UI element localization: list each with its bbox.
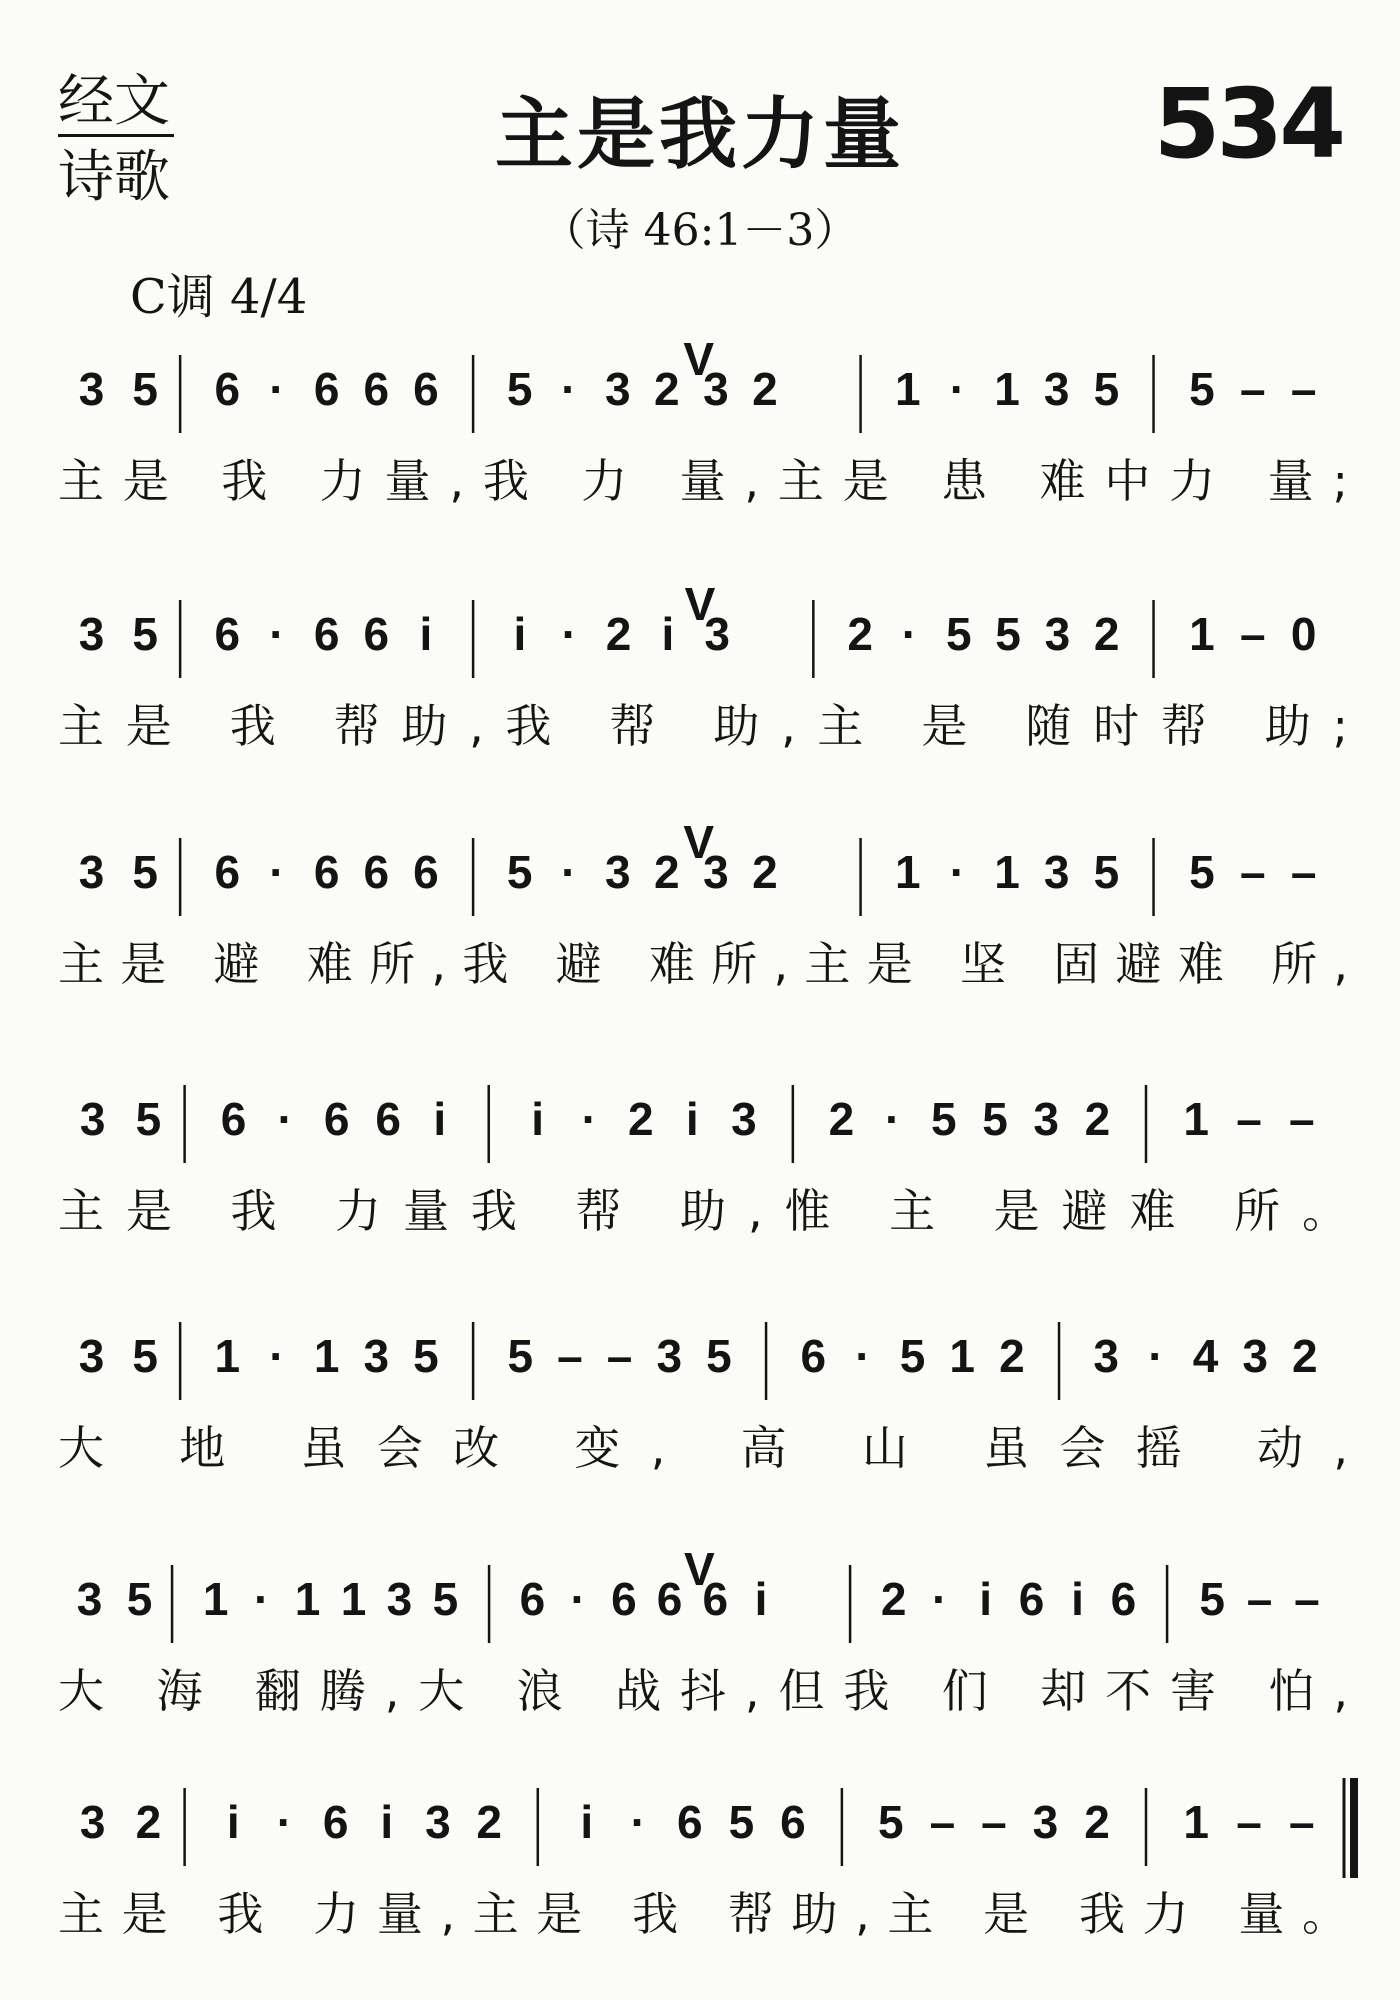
jianpu-note: 5	[132, 608, 159, 660]
breath-mark: V	[683, 816, 715, 868]
dot-mark: ·	[277, 1093, 293, 1145]
jianpu-note: 2	[654, 846, 680, 898]
jianpu-note: 2	[627, 1093, 654, 1145]
hymn-title: 主是我力量	[494, 90, 905, 180]
extension-dash: –	[1246, 1573, 1273, 1625]
jianpu-note: 5	[506, 363, 533, 415]
extension-dash: –	[929, 1796, 956, 1848]
jianpu-note: 6	[413, 363, 439, 415]
hymn-number: 534	[1153, 68, 1342, 180]
category-label-top: 经文	[58, 69, 170, 134]
jianpu-note: 2	[828, 1093, 855, 1145]
jianpu-note: i	[1071, 1573, 1084, 1625]
jianpu-note: 6	[611, 1573, 637, 1625]
jianpu-note: i	[531, 1093, 545, 1145]
jianpu-note: 3	[78, 608, 105, 660]
jianpu-note: 1	[1183, 1093, 1209, 1145]
jianpu-note: 5	[506, 846, 533, 898]
dot-mark: ·	[276, 1796, 293, 1848]
jianpu-note: 3	[1033, 1093, 1059, 1145]
jianpu-note: 1	[294, 1573, 321, 1625]
breath-mark: V	[683, 333, 715, 385]
jianpu-note: 5	[931, 1093, 957, 1145]
jianpu-note: 2	[1084, 1093, 1111, 1145]
extension-dash: –	[1236, 1796, 1262, 1848]
dot-mark: ·	[253, 1573, 270, 1625]
jianpu-note: 3	[1044, 608, 1071, 660]
jianpu-note: 6	[214, 846, 241, 898]
jianpu-note: i	[380, 1796, 394, 1848]
lyric-line: 大 海 翻腾,大 浪 战抖,但我 们 却不害 怕,	[58, 1664, 1348, 1718]
dot-mark: ·	[949, 846, 966, 898]
jianpu-note: 1	[1189, 608, 1215, 660]
jianpu-note: 6	[214, 363, 241, 415]
jianpu-note: 5	[1199, 1573, 1225, 1625]
jianpu-note: 5	[126, 1573, 153, 1625]
jianpu-note: 6	[656, 1573, 683, 1625]
jianpu-note: 5	[132, 846, 159, 898]
dot-mark: ·	[269, 1330, 285, 1382]
dot-mark: ·	[269, 608, 285, 660]
jianpu-note: 5	[878, 1796, 904, 1848]
extension-dash: –	[1289, 1093, 1315, 1145]
jianpu-note: 2	[135, 1796, 162, 1848]
jianpu-note: 1	[894, 846, 921, 898]
jianpu-note: 5	[432, 1573, 459, 1625]
jianpu-note: 6	[1110, 1573, 1137, 1625]
jianpu-note: 3	[1242, 1330, 1268, 1382]
jianpu-note: 3	[363, 1330, 390, 1382]
jianpu-note: i	[513, 608, 527, 660]
jianpu-note: 3	[703, 363, 729, 415]
jianpu-note: 6	[677, 1796, 703, 1848]
jianpu-note: 5	[413, 1330, 439, 1382]
jianpu-note: i	[979, 1573, 993, 1625]
jianpu-note: 5	[1093, 363, 1120, 415]
dot-mark: ·	[630, 1796, 646, 1848]
dot-mark: ·	[570, 1573, 586, 1625]
breath-mark: V	[684, 578, 716, 630]
extension-dash: –	[1290, 363, 1317, 415]
extension-dash: –	[606, 1330, 633, 1382]
extension-dash: –	[1294, 1573, 1320, 1625]
dot-mark: ·	[561, 846, 577, 898]
jianpu-note: 3	[1093, 1330, 1120, 1382]
category-label-bottom: 诗歌	[58, 145, 170, 210]
extension-dash: –	[1239, 846, 1266, 898]
jianpu-note: i	[754, 1573, 768, 1625]
jianpu-note: 6	[322, 1796, 349, 1848]
jianpu-note: 6	[800, 1330, 827, 1382]
jianpu-note: i	[226, 1796, 240, 1848]
lyric-line: 大 地 虽会改 变, 高 山 虽会摇 动,	[58, 1421, 1348, 1475]
jianpu-note: 6	[702, 1573, 729, 1625]
jianpu-note: 6	[519, 1573, 546, 1625]
jianpu-note: 3	[386, 1573, 413, 1625]
jianpu-note: 1	[340, 1573, 367, 1625]
jianpu-note: 6	[313, 846, 340, 898]
jianpu-note: 2	[752, 846, 778, 898]
jianpu-note: 3	[604, 846, 631, 898]
jianpu-note: 3	[731, 1093, 757, 1145]
lyric-line: 主是 我 力量,我 力 量,主是 患 难中力 量;	[58, 454, 1348, 508]
jianpu-note: 6	[214, 608, 241, 660]
jianpu-note: 5	[995, 608, 1021, 660]
scripture-reference: （诗 46:1－3）	[541, 205, 859, 256]
jianpu-note: 6	[323, 1093, 350, 1145]
jianpu-note: 2	[1084, 1796, 1110, 1848]
jianpu-note: 3	[703, 846, 729, 898]
jianpu-note: 3	[656, 1330, 683, 1382]
jianpu-note: 6	[313, 363, 340, 415]
jianpu-note: 5	[1093, 846, 1120, 898]
jianpu-note: i	[433, 1093, 447, 1145]
dot-mark: ·	[1148, 1330, 1164, 1382]
jianpu-note: i	[661, 608, 675, 660]
jianpu-note: 1	[202, 1573, 229, 1625]
extension-dash: –	[1239, 363, 1266, 415]
jianpu-note: 6	[1018, 1573, 1045, 1625]
jianpu-note: 5	[132, 363, 159, 415]
lyric-line: 主是 避 难所,我 避 难所,主是 坚 固避难 所,	[58, 937, 1348, 991]
jianpu-note: 5	[706, 1330, 732, 1382]
jianpu-note: 3	[1032, 1796, 1059, 1848]
jianpu-note: 0	[1290, 608, 1317, 660]
jianpu-note: 1	[1183, 1796, 1209, 1848]
jianpu-note: 3	[425, 1796, 451, 1848]
jianpu-note: 6	[375, 1093, 402, 1145]
dot-mark: ·	[561, 608, 577, 660]
jianpu-note: 6	[780, 1796, 806, 1848]
jianpu-note: 6	[363, 608, 390, 660]
breath-mark: V	[683, 1543, 715, 1595]
key-signature: C调 4/4	[130, 269, 308, 325]
jianpu-note: 6	[363, 363, 390, 415]
jianpu-note: 2	[752, 363, 778, 415]
jianpu-note: 3	[78, 1330, 105, 1382]
jianpu-note: 5	[728, 1796, 755, 1848]
jianpu-note: 6	[313, 608, 340, 660]
jianpu-note: 1	[214, 1330, 241, 1382]
jianpu-note: 2	[654, 363, 680, 415]
jianpu-note: 5	[1189, 846, 1215, 898]
dot-mark: ·	[901, 608, 918, 660]
dot-mark: ·	[932, 1573, 948, 1625]
jianpu-note: 2	[847, 608, 873, 660]
jianpu-note: i	[419, 608, 433, 660]
dot-mark: ·	[561, 363, 577, 415]
extension-dash: –	[1236, 1093, 1262, 1145]
jianpu-note: 6	[363, 846, 390, 898]
lyric-line: 主是 我 力量,主是 我 帮助,主 是 我力 量。	[58, 1887, 1348, 1941]
dot-mark: ·	[855, 1330, 871, 1382]
jianpu-note: 1	[994, 363, 1020, 415]
jianpu-note: 5	[1189, 363, 1215, 415]
jianpu-note: 3	[604, 363, 631, 415]
jianpu-note: 2	[605, 608, 632, 660]
dot-mark: ·	[581, 1093, 597, 1145]
jianpu-note: 3	[78, 363, 105, 415]
jianpu-note: 3	[704, 608, 730, 660]
lyric-line: 主是 我 帮助,我 帮 助,主 是 随时帮 助;	[58, 699, 1348, 753]
dot-mark: ·	[884, 1093, 901, 1145]
jianpu-note: 5	[982, 1093, 1008, 1145]
dot-mark: ·	[269, 846, 285, 898]
extension-dash: –	[1290, 846, 1317, 898]
jianpu-note: 6	[220, 1093, 247, 1145]
jianpu-note: 4	[1192, 1330, 1219, 1382]
extension-dash: –	[981, 1796, 1007, 1848]
extension-dash: –	[1239, 608, 1266, 660]
jianpu-note: 1	[949, 1330, 976, 1382]
jianpu-note: 3	[78, 846, 105, 898]
jianpu-note: 5	[135, 1093, 162, 1145]
dot-mark: ·	[269, 363, 285, 415]
jianpu-note: 3	[79, 1093, 106, 1145]
extension-dash: –	[557, 1330, 583, 1382]
dot-mark: ·	[949, 363, 966, 415]
jianpu-note: i	[685, 1093, 699, 1145]
jianpu-note: 1	[894, 363, 921, 415]
jianpu-note: 5	[132, 1330, 159, 1382]
jianpu-note: 3	[76, 1573, 103, 1625]
jianpu-note: 6	[413, 846, 439, 898]
jianpu-note: 3	[79, 1796, 106, 1848]
jianpu-note: 2	[999, 1330, 1025, 1382]
jianpu-note: 3	[1043, 363, 1070, 415]
jianpu-note: 5	[507, 1330, 534, 1382]
jianpu-note: i	[580, 1796, 594, 1848]
jianpu-note: 3	[1043, 846, 1070, 898]
jianpu-note: 2	[476, 1796, 502, 1848]
extension-dash: –	[1289, 1796, 1315, 1848]
jianpu-note: 1	[994, 846, 1020, 898]
jianpu-note: 5	[945, 608, 972, 660]
jianpu-note: 5	[899, 1330, 926, 1382]
jianpu-note: 2	[880, 1573, 907, 1625]
jianpu-note: 2	[1292, 1330, 1318, 1382]
jianpu-note: 2	[1093, 608, 1120, 660]
jianpu-note: 1	[313, 1330, 340, 1382]
lyric-line: 主是 我 力量我 帮 助,惟 主 是避难 所。	[58, 1184, 1349, 1238]
